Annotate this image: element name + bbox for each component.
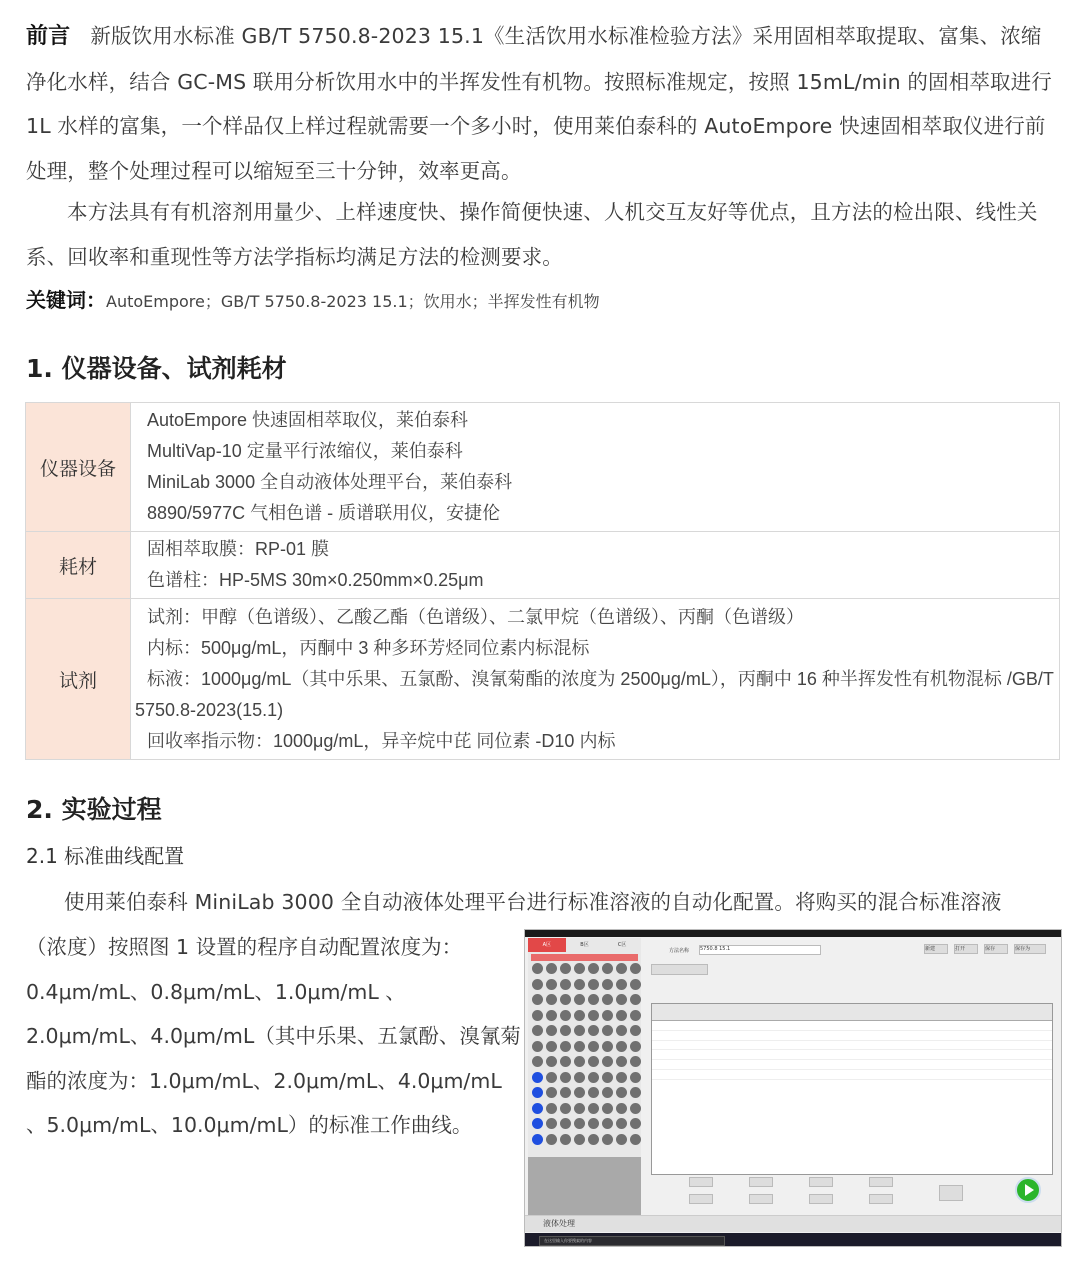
section2-title: 2. 实验过程 bbox=[26, 795, 162, 824]
vial-icon[interactable] bbox=[546, 1087, 557, 1098]
vial-icon[interactable] bbox=[602, 1087, 613, 1098]
list-item: 试剂：甲醇（色谱级）、乙酸乙酯（色谱级）、二氯甲烷（色谱级）、丙酮（色谱级） bbox=[147, 606, 804, 627]
vial-icon[interactable] bbox=[532, 979, 543, 990]
vial-icon[interactable] bbox=[602, 1134, 613, 1145]
vial-icon[interactable] bbox=[574, 979, 585, 990]
vial-icon[interactable] bbox=[588, 1010, 599, 1021]
vial-icon[interactable] bbox=[588, 1134, 599, 1145]
vial-icon[interactable] bbox=[602, 1041, 613, 1052]
vial-icon[interactable] bbox=[532, 1134, 543, 1145]
vial-icon[interactable] bbox=[574, 1118, 585, 1129]
vial-icon[interactable] bbox=[546, 1010, 557, 1021]
vial-icon[interactable] bbox=[560, 1072, 571, 1083]
section2-paragraph: 使用莱伯泰科 MiniLab 3000 全自动液体处理平台进行标准溶液的自动化配置。将购买的混合标准溶液 bbox=[64, 890, 1002, 914]
vial-icon[interactable] bbox=[630, 1134, 641, 1145]
rack-preview bbox=[528, 1157, 641, 1223]
vial-icon[interactable] bbox=[588, 979, 599, 990]
vial-icon[interactable] bbox=[616, 1025, 627, 1036]
vial-icon[interactable] bbox=[602, 979, 613, 990]
vial-icon[interactable] bbox=[602, 1025, 613, 1036]
vial-icon[interactable] bbox=[588, 1103, 599, 1114]
tab-zone-a[interactable]: A区 bbox=[528, 938, 566, 952]
software-screenshot bbox=[524, 929, 1062, 1247]
vial-icon[interactable] bbox=[616, 1118, 627, 1129]
vial-icon[interactable] bbox=[532, 1025, 543, 1036]
vial-icon[interactable] bbox=[546, 1103, 557, 1114]
vial-icon[interactable] bbox=[546, 979, 557, 990]
vial-icon[interactable] bbox=[574, 1041, 585, 1052]
method-field[interactable] bbox=[699, 945, 821, 955]
vial-icon[interactable] bbox=[630, 994, 641, 1005]
equipment-table bbox=[25, 402, 1060, 760]
section1-title: 1. 仪器设备、试剂耗材 bbox=[26, 354, 287, 383]
vial-icon[interactable] bbox=[560, 1134, 571, 1145]
vial-icon[interactable] bbox=[616, 1010, 627, 1021]
vial-icon[interactable] bbox=[616, 979, 627, 990]
vial-icon[interactable] bbox=[574, 1134, 585, 1145]
vial-icon[interactable] bbox=[602, 1056, 613, 1067]
vial-icon[interactable] bbox=[588, 994, 599, 1005]
vial-icon[interactable] bbox=[560, 1118, 571, 1129]
table-row[interactable] bbox=[652, 1060, 1052, 1070]
vial-icon[interactable] bbox=[560, 1025, 571, 1036]
vial-icon[interactable] bbox=[616, 1072, 627, 1083]
vial-icon[interactable] bbox=[546, 1056, 557, 1067]
vial-icon[interactable] bbox=[546, 1134, 557, 1145]
list-item: 8890/5977C 气相色谱 - 质谱联用仪，安捷伦 bbox=[147, 503, 501, 523]
method-panel bbox=[649, 942, 1057, 1220]
taskbar bbox=[525, 1233, 1061, 1246]
list-item: MultiVap-10 定量平行浓缩仪，莱伯泰科 bbox=[147, 441, 463, 461]
toolbar-button[interactable] bbox=[809, 1194, 833, 1204]
row-content bbox=[131, 599, 1060, 760]
table-row bbox=[26, 403, 1060, 532]
subsection-title: 2.1 标准曲线配置 bbox=[26, 844, 185, 868]
table-row bbox=[26, 599, 1060, 760]
keywords bbox=[26, 284, 600, 318]
list-item: 固相萃取膜：RP-01 膜 bbox=[147, 539, 330, 559]
vial-icon[interactable] bbox=[532, 1118, 543, 1129]
vial-icon[interactable] bbox=[560, 994, 571, 1005]
vial-icon[interactable] bbox=[630, 1056, 641, 1067]
vial-icon[interactable] bbox=[574, 1087, 585, 1098]
vial-icon[interactable] bbox=[602, 1010, 613, 1021]
vial-icon[interactable] bbox=[616, 1087, 627, 1098]
list-item: MiniLab 3000 全自动液体处理平台，莱伯泰科 bbox=[147, 472, 513, 492]
vial-icon[interactable] bbox=[560, 1056, 571, 1067]
vial-icon[interactable] bbox=[616, 1134, 627, 1145]
vial-icon[interactable] bbox=[588, 1041, 599, 1052]
table-row[interactable] bbox=[652, 1050, 1052, 1060]
vial-icon[interactable] bbox=[630, 1072, 641, 1083]
run-play-icon[interactable] bbox=[1015, 1177, 1041, 1203]
vial-icon[interactable] bbox=[588, 1072, 599, 1083]
vial-icon[interactable] bbox=[546, 1041, 557, 1052]
vial-icon[interactable] bbox=[574, 1072, 585, 1083]
open-button[interactable]: 打开 bbox=[954, 944, 978, 954]
vial-icon[interactable] bbox=[616, 963, 627, 974]
rack-header bbox=[531, 954, 638, 961]
vial-icon[interactable] bbox=[532, 1041, 543, 1052]
vial-icon[interactable] bbox=[560, 1087, 571, 1098]
vial-icon[interactable] bbox=[532, 1056, 543, 1067]
keywords-text: AutoEmpore；GB/T 5750.8-2023 15.1；饮用水；半挥发性有机物 bbox=[106, 292, 600, 311]
vial-icon[interactable] bbox=[546, 1025, 557, 1036]
window-titlebar bbox=[525, 930, 1061, 937]
vial-icon[interactable] bbox=[560, 963, 571, 974]
toolbar-button[interactable] bbox=[869, 1194, 893, 1204]
vial-icon[interactable] bbox=[630, 1087, 641, 1098]
save-button[interactable]: 保存 bbox=[984, 944, 1008, 954]
vial-icon[interactable] bbox=[630, 1025, 641, 1036]
toolbar-button[interactable] bbox=[749, 1194, 773, 1204]
list-item: 回收率指示物：1000μg/mL，异辛烷中芘 同位素 -D10 内标 bbox=[147, 730, 616, 751]
vial-icon[interactable] bbox=[546, 994, 557, 1005]
vial-icon[interactable] bbox=[588, 963, 599, 974]
taskbar-search-input[interactable]: 在这里输入你要搜索的内容 bbox=[539, 1236, 725, 1246]
toolbar-button[interactable] bbox=[869, 1177, 893, 1187]
breadcrumb-label: 液体处理 bbox=[543, 1219, 575, 1228]
tab-zone-b[interactable]: B区 bbox=[580, 942, 589, 948]
vial-icon[interactable] bbox=[546, 1072, 557, 1083]
vial-icon[interactable] bbox=[616, 994, 627, 1005]
intro-heading: 前言 bbox=[26, 24, 71, 49]
toolbar-button[interactable] bbox=[809, 1177, 833, 1187]
intro-text: 新版饮用水标准 GB/T 5750.8-2023 15.1《生活饮用水标准检验方法》采用固相萃取提取、富集、浓缩净化水样，结合 GC-MS 联用分析饮用水中的半挥发性有机物。按照标准规定，按照 15mL/min 的固相萃取进行 1L 水样的富集，一个样品仅上样过程就需要一个多小时，使用莱伯泰科的 AutoEmpore 快速固相萃取仪进行前处理，整个处理过程可以缩短至三十分钟，效率更高。 bbox=[26, 24, 1052, 183]
vial-icon[interactable] bbox=[630, 1041, 641, 1052]
vial-icon[interactable] bbox=[574, 1010, 585, 1021]
vial-icon[interactable] bbox=[574, 963, 585, 974]
toolbar-button[interactable] bbox=[939, 1185, 963, 1201]
save-as-button[interactable]: 保存为 bbox=[1014, 944, 1046, 954]
vial-icon[interactable] bbox=[630, 963, 641, 974]
vial-icon[interactable] bbox=[588, 1056, 599, 1067]
vial-icon[interactable] bbox=[602, 1072, 613, 1083]
row-content bbox=[131, 403, 1060, 532]
row-head: 耗材 bbox=[26, 532, 131, 599]
vial-icon[interactable] bbox=[532, 963, 543, 974]
vial-icon[interactable] bbox=[630, 979, 641, 990]
table-row bbox=[26, 532, 1060, 599]
row-content bbox=[131, 532, 1060, 599]
list-item: 标液：1000μg/mL（其中乐果、五氯酚、溴氰菊酯的浓度为 2500μg/mL），丙酮中 16 种半挥发性有机物混标 /GB/T 5750.8-2023(15.1) bbox=[135, 668, 1054, 720]
vial-icon[interactable] bbox=[602, 994, 613, 1005]
intro-paragraph bbox=[26, 14, 1060, 193]
method-label: 方法名称 bbox=[669, 948, 690, 954]
list-item: 内标：500μg/mL，丙酮中 3 种多环芳烃同位素内标混标 bbox=[147, 637, 590, 658]
table-row[interactable] bbox=[652, 1041, 1052, 1051]
vial-icon[interactable] bbox=[574, 1056, 585, 1067]
zone-tabs bbox=[528, 938, 641, 952]
vial-icon[interactable] bbox=[630, 1118, 641, 1129]
vial-icon[interactable] bbox=[602, 963, 613, 974]
vial-icon[interactable] bbox=[602, 1103, 613, 1114]
vial-icon[interactable] bbox=[588, 1087, 599, 1098]
vial-icon[interactable] bbox=[588, 1025, 599, 1036]
vial-icon[interactable] bbox=[630, 1103, 641, 1114]
vial-icon[interactable] bbox=[532, 994, 543, 1005]
vial-icon[interactable] bbox=[560, 979, 571, 990]
row-head: 仪器设备 bbox=[26, 403, 131, 532]
vial-icon[interactable] bbox=[574, 994, 585, 1005]
table-header bbox=[652, 1004, 1052, 1021]
vial-icon[interactable] bbox=[546, 963, 557, 974]
row-head: 试剂 bbox=[26, 599, 131, 760]
list-item: 色谱柱：HP-5MS 30m×0.250mm×0.25μm bbox=[147, 570, 484, 590]
program-table[interactable] bbox=[651, 1003, 1053, 1175]
new-button[interactable]: 新建 bbox=[924, 944, 948, 954]
vial-icon[interactable] bbox=[532, 1072, 543, 1083]
method-value: 5750.8 15.1 bbox=[700, 946, 731, 952]
breadcrumb bbox=[525, 1215, 1061, 1232]
toolbar-button[interactable] bbox=[689, 1194, 713, 1204]
vial-icon[interactable] bbox=[588, 1118, 599, 1129]
add-step-button[interactable] bbox=[651, 964, 708, 975]
vial-icon[interactable] bbox=[574, 1103, 585, 1114]
table-row[interactable] bbox=[652, 1021, 1052, 1031]
vial-icon[interactable] bbox=[560, 1103, 571, 1114]
vial-icon[interactable] bbox=[602, 1118, 613, 1129]
vial-grid bbox=[532, 963, 637, 1145]
rack-panel bbox=[528, 938, 641, 1223]
toolbar-button[interactable] bbox=[749, 1177, 773, 1187]
vial-icon[interactable] bbox=[616, 1056, 627, 1067]
vial-icon[interactable] bbox=[560, 1010, 571, 1021]
vial-icon[interactable] bbox=[546, 1118, 557, 1129]
intro-paragraph-2: 本方法具有有机溶剂用量少、上样速度快、操作简便快速、人机交互友好等优点，且方法的检出限、线性关系、回收率和重现性等方法学指标均满足方法的检测要求。 bbox=[26, 200, 1038, 269]
table-row[interactable] bbox=[652, 1031, 1052, 1041]
tab-zone-c[interactable]: C区 bbox=[617, 942, 627, 948]
section2-paragraph-cont: （浓度）按照图 1 设置的程序自动配置浓度为：0.4μm/mL、0.8μm/mL、1.0μm/mL 、2.0μm/mL、4.0μm/mL（其中乐果、五氯酚、溴氰菊酯的浓度为：1.0μm/mL、2.0μm/mL、4.0μm/mL 、5.0μm/mL、10.0μm/mL）的标准工作曲线。 bbox=[26, 935, 521, 1137]
vial-icon[interactable] bbox=[616, 1041, 627, 1052]
list-item: AutoEmpore 快速固相萃取仪，莱伯泰科 bbox=[147, 410, 469, 430]
vial-icon[interactable] bbox=[532, 1010, 543, 1021]
keywords-label: 关键词： bbox=[26, 288, 106, 312]
table-row[interactable] bbox=[652, 1070, 1052, 1080]
vial-icon[interactable] bbox=[616, 1103, 627, 1114]
vial-icon[interactable] bbox=[560, 1041, 571, 1052]
vial-icon[interactable] bbox=[574, 1025, 585, 1036]
toolbar-button[interactable] bbox=[689, 1177, 713, 1187]
vial-icon[interactable] bbox=[532, 1087, 543, 1098]
vial-icon[interactable] bbox=[532, 1103, 543, 1114]
vial-icon[interactable] bbox=[630, 1010, 641, 1021]
